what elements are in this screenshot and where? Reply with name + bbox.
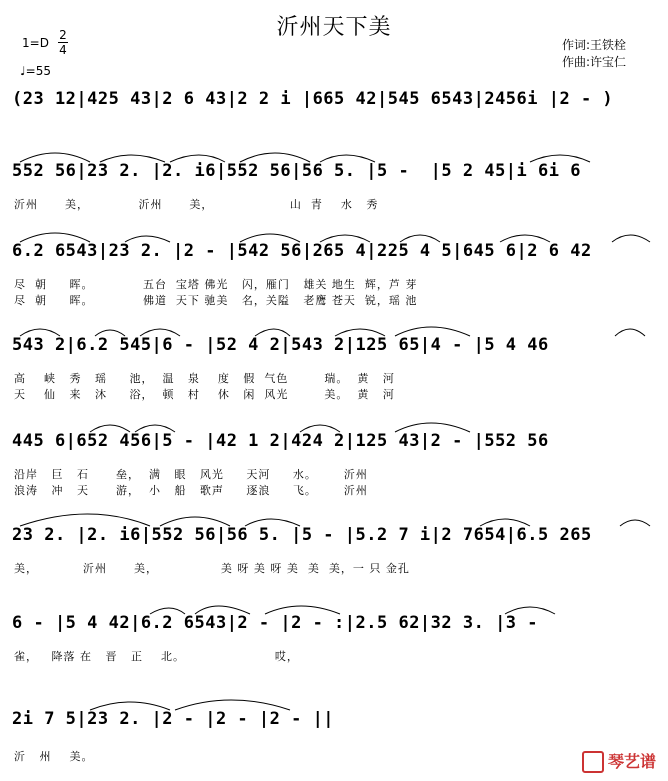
key-signature bbox=[22, 36, 49, 50]
notes-row-1: (23 12|425 43|2 6 43|2 2 i |665 42|545 6543|2456i |2 - ) bbox=[12, 89, 614, 109]
lyrics-row-6: 美， 沂州 美， 美 呀 美 呀 美 美 美，一 只 金孔 bbox=[14, 562, 410, 575]
notes-row-8: 2i 7 5|23 2. |2 - |2 - |2 - || bbox=[12, 709, 335, 729]
staff-row-1 bbox=[0, 84, 668, 118]
lyricist-credit: 作词:王铁栓 bbox=[562, 38, 627, 52]
lyrics-row-8: 沂 州 美。 bbox=[14, 750, 94, 763]
notes-row-4: 543 2|6.2 545|6 - |52 4 2|543 2|125 65|4 - |5 4 46 bbox=[12, 335, 549, 355]
staff-row-5 bbox=[0, 418, 668, 498]
lyrics-row-7: 雀， 降落 在 晋 正 北。 哎， bbox=[14, 650, 299, 663]
notes-row-7: 6 - |5 4 42|6.2 6543|2 - |2 - :|2.5 62|32 3. |3 - bbox=[12, 613, 539, 633]
staff-row-2 bbox=[0, 148, 668, 218]
key-text: 1=D bbox=[22, 36, 49, 50]
staff-row-6 bbox=[0, 512, 668, 582]
lyrics-row-5-verse-1: 沿岸 巨 石 垒， 满 眼 风光 天河 水。 沂州 bbox=[14, 468, 368, 481]
lyrics-row-3-verse-2: 尽 朝 晖。 佛道 天下 驰美 名，关隘 老鹰 苍天 锐，瑶 池 bbox=[14, 294, 418, 307]
staff-row-8 bbox=[0, 696, 668, 766]
lyrics-row-3-verse-1: 尽 朝 晖。 五台 宝塔 佛光 闪，雁门 雄关 地生 辉，芦 芽 bbox=[14, 278, 418, 291]
staff-row-4 bbox=[0, 322, 668, 402]
lyrics-row-5-verse-2: 浪涛 冲 天 游， 小 船 歌声 逐浪 飞。 沂州 bbox=[14, 484, 368, 497]
staff-row-7 bbox=[0, 600, 668, 670]
song-title: 沂州天下美 bbox=[276, 15, 392, 40]
logo-text: 琴艺谱 bbox=[607, 751, 656, 771]
tempo-mark: ♩=55 bbox=[20, 64, 51, 78]
notes-row-5: 445 6|652 456|5 - |42 1 2|424 2|125 43|2 - |552 56 bbox=[12, 431, 549, 451]
time-signature bbox=[58, 28, 68, 57]
notes-row-2: 552 56|23 2. |2. i6|552 56|56 5. |5 - |5 2 45|i 6i 6 bbox=[12, 161, 581, 181]
lyrics-row-2: 沂州 美， 沂州 美， 山 青 水 秀 bbox=[14, 198, 379, 211]
logo-icon bbox=[582, 751, 604, 773]
site-logo bbox=[582, 749, 656, 774]
staff-row-3 bbox=[0, 228, 668, 308]
time-top: 2 bbox=[59, 28, 67, 42]
time-bottom: 4 bbox=[59, 43, 67, 57]
composer-credit: 作曲:许宝仁 bbox=[562, 55, 627, 69]
lyrics-row-4-verse-1: 高 峡 秀 瑶 池， 温 泉 度 假 气色 瑞。 黄 河 bbox=[14, 372, 395, 385]
notes-row-6: 23 2. |2. i6|552 56|56 5. |5 - |5.2 7 i|2 7654|6.5 265 bbox=[12, 525, 592, 545]
notes-row-3: 6.2 6543|23 2. |2 - |542 56|265 4|225 4 5|645 6|2 6 42 bbox=[12, 241, 592, 261]
lyrics-row-4-verse-2: 天 仙 来 沐 浴， 顿 村 休 闲 风光 美。 黄 河 bbox=[14, 388, 395, 401]
